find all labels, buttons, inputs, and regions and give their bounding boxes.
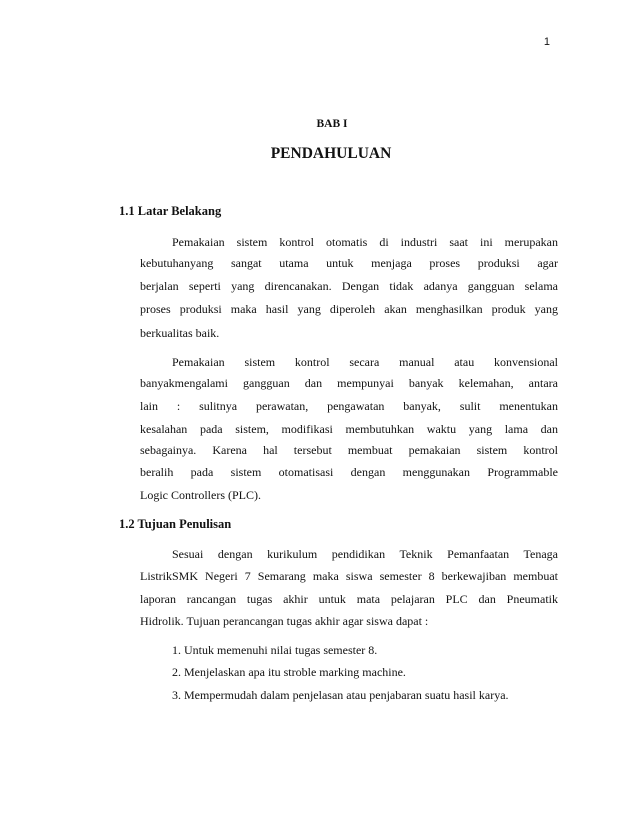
paragraph-line: banyakmengalami gangguan dan mempunyai banyak kelemahan, antara <box>140 376 558 390</box>
paragraph-line: beralih pada sistem otomatisasi dengan menggunakan Programmable <box>140 465 558 479</box>
page-number: 1 <box>543 36 550 48</box>
chapter-title: PENDAHULUAN <box>270 145 392 162</box>
list-item: 2. Menjelaskan apa itu stroble marking machine. <box>172 665 406 679</box>
section-heading-tujuan-penulisan: 1.2 Tujuan Penulisan <box>119 517 232 531</box>
paragraph-line: kebutuhanyang sangat utama untuk menjaga proses produksi agar <box>140 256 558 270</box>
paragraph-line: Pemakaian sistem kontrol secara manual atau konvensional <box>172 355 558 369</box>
paragraph-line: Hidrolik. Tujuan perancangan tugas akhir agar siswa dapat : <box>140 614 429 628</box>
paragraph-line: Logic Controllers (PLC). <box>140 488 261 502</box>
chapter-label: BAB I <box>316 118 348 130</box>
paragraph-line: berjalan seperti yang direncanakan. Dengan tidak adanya gangguan selama <box>140 279 558 293</box>
paragraph-line: Sesuai dengan kurikulum pendidikan Teknik Pemanfaatan Tenaga <box>172 547 558 561</box>
paragraph-line: berkualitas baik. <box>140 326 220 340</box>
paragraph-line: ListrikSMK Negeri 7 Semarang maka siswa semester 8 berkewajiban membuat <box>140 569 558 583</box>
paragraph-line: lain : sulitnya perawatan, pengawatan banyak, sulit menentukan <box>140 399 558 413</box>
section-heading-latar-belakang: 1.1 Latar Belakang <box>119 204 222 218</box>
paragraph-line: laporan rancangan tugas akhir untuk mata pelajaran PLC dan Pneumatik <box>140 592 558 606</box>
list-item: 3. Mempermudah dalam penjelasan atau penjabaran suatu hasil karya. <box>172 688 509 702</box>
paragraph-line: kesalahan pada sistem, modifikasi membutuhkan waktu yang lama dan <box>140 422 558 436</box>
paragraph-line: proses produksi maka hasil yang diperoleh akan menghasilkan produk yang <box>140 302 558 316</box>
paragraph-line: sebagainya. Karena hal tersebut membuat pemakaian sistem kontrol <box>140 443 558 457</box>
list-item: 1. Untuk memenuhi nilai tugas semester 8. <box>172 643 378 657</box>
paragraph-line: Pemakaian sistem kontrol otomatis di industri saat ini merupakan <box>172 235 558 249</box>
